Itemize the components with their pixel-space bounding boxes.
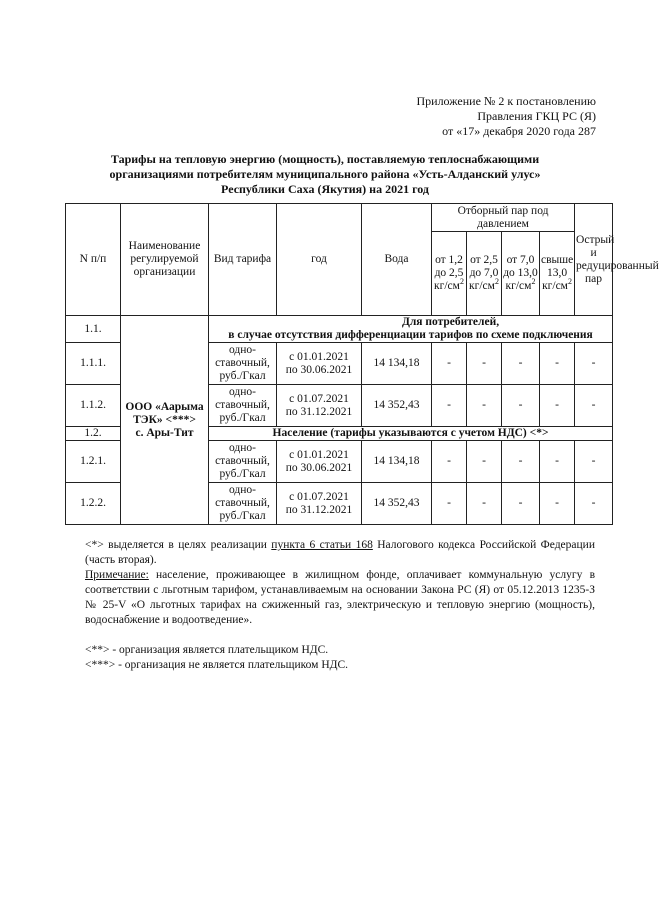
row-period-end: по 30.06.2021 [285, 461, 353, 474]
row-sharp: - [575, 483, 613, 525]
section-1-num: 1.1. [66, 316, 121, 343]
row-steam-1: - [432, 385, 467, 427]
header-org: Наименование регулируемой организации [121, 204, 209, 316]
row-water: 14 134,18 [362, 441, 432, 483]
org-cell [121, 316, 209, 525]
document-title [60, 152, 590, 197]
header-steam-1 [432, 232, 467, 316]
row-steam-3: - [502, 441, 540, 483]
header-steam-3-label: от 7,0 до 13,0 кг/см [503, 254, 538, 292]
header-steam-2-sup: 2 [494, 277, 499, 287]
row-steam-2: - [467, 343, 502, 385]
row-period-start: с 01.07.2021 [289, 490, 349, 503]
section-row-1 [66, 316, 613, 343]
row-period [277, 343, 362, 385]
header-steam-3 [502, 232, 540, 316]
row-period [277, 441, 362, 483]
header-year: год [277, 204, 362, 316]
row-water: 14 352,43 [362, 385, 432, 427]
row-period-end: по 30.06.2021 [285, 363, 353, 376]
row-type: одно-ставочный, руб./Гкал [209, 441, 277, 483]
title-line-1: Тарифы на тепловую энергию (мощность), поставляемую теплоснабжающими [110, 152, 540, 166]
header-tariff-type: Вид тарифа [209, 204, 277, 316]
row-sharp: - [575, 343, 613, 385]
appendix-reference [416, 94, 596, 139]
header-num: N п/п [66, 204, 121, 316]
row-steam-2: - [467, 483, 502, 525]
row-steam-1: - [432, 483, 467, 525]
row-steam-2: - [467, 385, 502, 427]
footnote-non-vat-payer: <***> - организация не является плательщиком НДС. [85, 659, 349, 671]
row-period-start: с 01.07.2021 [289, 392, 349, 405]
org-place: с. Ары-Тит [135, 426, 194, 439]
row-steam-1: - [432, 343, 467, 385]
row-period-start: с 01.01.2021 [289, 350, 349, 363]
row-steam-3: - [502, 483, 540, 525]
row-type: одно-ставочный, руб./Гкал [209, 483, 277, 525]
row-type: одно-ставочный, руб./Гкал [209, 343, 277, 385]
row-steam-4: - [540, 441, 575, 483]
title-line-2: организациями потребителям муниципального района «Усть-Алданский улус» [109, 167, 541, 181]
appendix-line-3: от «17» декабря 2020 года 287 [442, 124, 596, 138]
header-sharp-steam: Острый и редуцированный пар [575, 204, 613, 316]
note-label: Примечание: [85, 569, 149, 581]
section-1-title-line-1: Для потребителей, [401, 316, 500, 328]
row-sharp: - [575, 441, 613, 483]
row-water: 14 352,43 [362, 483, 432, 525]
appendix-line-2: Правления ГКЦ РС (Я) [477, 109, 596, 123]
footnote-vat [85, 538, 595, 568]
footnote-vat-suffix: Налогового кодекса Российской Федерации (часть вторая). [85, 539, 595, 566]
section-1-title-line-2: в случае отсутствия дифференциации тарифов по схеме подключения [228, 329, 593, 341]
section-2-title: Население (тарифы указываются с учетом НДС) <*> [209, 427, 613, 441]
row-period-start: с 01.01.2021 [289, 448, 349, 461]
row-steam-3: - [502, 385, 540, 427]
row-type: одно-ставочный, руб./Гкал [209, 385, 277, 427]
header-water: Вода [362, 204, 432, 316]
row-period-end: по 31.12.2021 [285, 503, 353, 516]
header-steam-2 [467, 232, 502, 316]
title-line-3: Республики Саха (Якутия) на 2021 год [221, 182, 429, 196]
row-num: 1.1.1. [66, 343, 121, 385]
section-2-num: 1.2. [66, 427, 121, 441]
section-1-title [209, 316, 613, 343]
row-num: 1.1.2. [66, 385, 121, 427]
tariff-table [65, 203, 659, 525]
row-steam-1: - [432, 441, 467, 483]
header-steam-1-sup: 2 [459, 277, 464, 287]
header-steam: Отборный пар под давлением [432, 204, 575, 232]
tax-code-link[interactable]: пункта 6 статьи 168 [271, 539, 373, 551]
row-num: 1.2.2. [66, 483, 121, 525]
row-steam-4: - [540, 483, 575, 525]
footnotes [85, 538, 595, 673]
row-steam-3: - [502, 343, 540, 385]
header-steam-1-label: от 1,2 до 2,5 кг/см [434, 254, 464, 292]
row-num: 1.2.1. [66, 441, 121, 483]
header-steam-4-label: свыше 13,0 кг/см [541, 254, 574, 292]
footnote-vat-prefix: <*> выделяется в целях реализации [85, 539, 272, 551]
header-steam-4-sup: 2 [567, 277, 572, 287]
spacer [85, 628, 595, 643]
row-water: 14 134,18 [362, 343, 432, 385]
row-sharp: - [575, 385, 613, 427]
header-steam-3-sup: 2 [531, 277, 536, 287]
table-header-row [66, 204, 613, 232]
org-name: ООО «Аарыма ТЭК» <***> [125, 400, 204, 426]
row-steam-4: - [540, 385, 575, 427]
row-steam-2: - [467, 441, 502, 483]
header-steam-2-label: от 2,5 до 7,0 кг/см [469, 254, 499, 292]
note-text: население, проживающее в жилищном фонде, оплачивает коммунальную услугу в соответствии с льготным тарифом, устанавливаемым на основании Закона РС (Я) от 05.12.2013 1235-З № 25-V «О льготных тарифах на сжиженный газ, электрическую и тепловую энергию (мощность), водоснабжение и водоотведение». [85, 569, 595, 626]
appendix-line-1: Приложение № 2 к постановлению [416, 94, 596, 108]
row-steam-4: - [540, 343, 575, 385]
row-period [277, 385, 362, 427]
footnote-vat-payer: <**> - организация является плательщиком НДС. [85, 644, 329, 656]
row-period [277, 483, 362, 525]
footnote-note [85, 568, 595, 628]
header-steam-4 [540, 232, 575, 316]
row-period-end: по 31.12.2021 [285, 405, 353, 418]
